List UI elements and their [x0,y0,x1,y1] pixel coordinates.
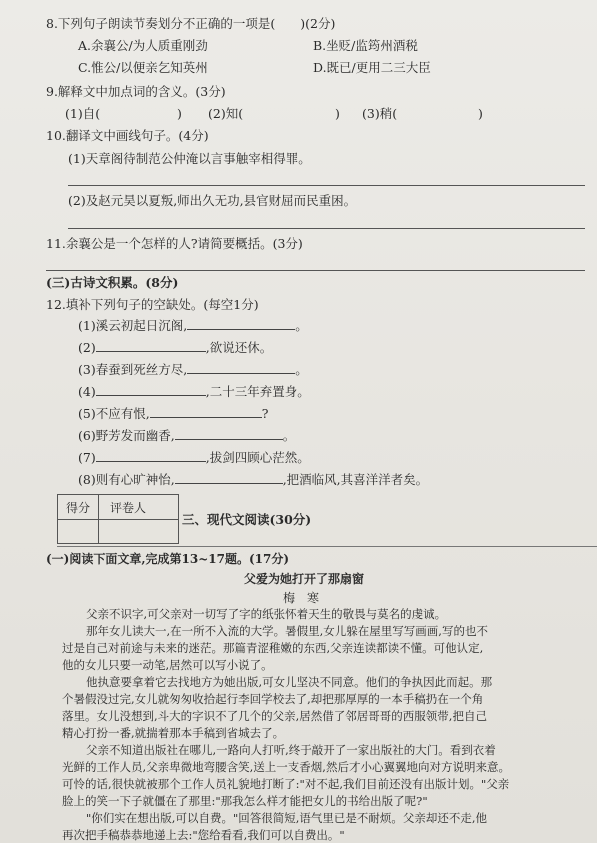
q12-line-2 [78,340,272,356]
paragraph-line: 过是自己对前途与未来的迷茫。那篇青涩稚嫩的东西,父亲连读都读不懂。可他认定, [62,641,484,655]
grader-label: 评卷人 [110,501,147,515]
paragraph-line: "你们实在想出版,可以自费。"回答很简短,语气里已是不耐烦。父亲却还不走,他 [86,811,488,825]
q9-item-3-open: (3)稍( [362,106,398,121]
reading-instruction: (一)阅读下面文章,完成第13~17题。(17分) [46,552,290,566]
q12-stem: 12.填补下列句子的空缺处。(每空1分) [46,297,259,312]
q9-item-2-close: ) [335,106,340,121]
q12-line-2-text: (2) [78,340,96,355]
paragraph-line: 父亲不识字,可父亲对一切写了字的纸张怀着天生的敬畏与莫名的虔诚。 [86,607,447,621]
q12-line-5 [78,406,268,422]
fill-blank[interactable] [175,472,283,484]
section-title: (三)古诗文积累。(8分) [46,275,179,290]
q12-line-3-text: (3)春蚕到死丝方尽, [78,362,188,377]
q12-line-8-end: ,把酒临风,其喜洋洋者矣。 [282,472,429,487]
score-box-divider [58,519,178,520]
q12-line-7-end: ,拔剑四顾心茫然。 [205,450,310,465]
q12-line-7 [78,450,310,466]
q9-stem: 9.解释文中加点词的含义。(3分) [46,84,226,99]
q8-option-b: B.坐贬/监筠州酒税 [313,38,418,53]
q12-line-1-end: 。 [295,318,308,333]
answer-line [68,185,585,186]
fill-blank[interactable] [150,406,262,418]
q12-line-8-text: (8)则有心旷神怡, [78,472,175,487]
score-label: 得分 [66,501,91,515]
q10-sentence-2: (2)及赵元昊以夏叛,师出久无功,县官财屈而民重困。 [68,193,357,208]
q12-line-7-text: (7) [78,450,96,465]
paragraph-line: 可怜的话,很快就被那个工作人员礼貌地打断了:"对不起,我们目前还没有出版计划。"父亲 [62,777,510,791]
q12-line-2-end: ,欲说还休。 [205,340,273,355]
article-author: 梅 寒 [283,591,320,605]
q8-option-c: C.惟公/以便亲乞知英州 [78,60,208,75]
paragraph-line: 光鲜的工作人员,父亲卑微地弯腰含笑,送上一支香烟,然后才小心翼翼地向对方说明来意。 [62,760,510,774]
q12-line-3 [78,362,308,378]
q12-line-4 [78,384,310,400]
fill-blank[interactable] [175,428,283,440]
q9-item-1-open: (1)自( [65,106,101,121]
article-title: 父爱为她打开了那扇窗 [244,572,365,586]
paragraph-line: 他执意要拿着它去找地方为她出版,可女儿坚决不同意。他们的争执因此而起。那 [86,675,493,689]
q9-item-1-close: ) [177,106,182,121]
q9-item-2-open: (2)知( [208,106,244,121]
q8-stem: 8.下列句子朗读节奏划分不正确的一项是( )(2分) [46,16,336,31]
paragraph-line: 再次把手稿恭恭地递上去:"您给看看,我们可以自费出。" [62,828,345,842]
paragraph-line: 落里。女儿没想到,斗大的字识不了几个的父亲,居然借了邻居哥哥的西服领带,把自己 [62,709,487,723]
score-box [57,494,179,544]
q12-line-5-text: (5)不应有恨, [78,406,150,421]
fill-blank[interactable] [96,450,206,462]
q8-option-a: A.余襄公/为人质重刚劲 [78,38,208,53]
answer-line [68,228,585,229]
fill-blank[interactable] [96,384,206,396]
q12-line-5-end: ? [261,406,269,421]
q12-line-8 [78,472,428,488]
paragraph-line: 他的女儿只要一动笔,居然可以写小说了。 [62,658,273,672]
q12-line-6 [78,428,295,444]
q12-line-1 [78,318,308,334]
q12-line-6-text: (6)野芳发而幽香, [78,428,175,443]
q10-stem: 10.翻译文中画线句子。(4分) [46,128,209,143]
divider [57,546,597,547]
q12-line-6-end: 。 [282,428,296,443]
fill-blank[interactable] [187,318,295,330]
answer-line [46,270,585,271]
fill-blank[interactable] [96,340,206,352]
paragraph-line: 个暑假没过完,女儿就匆匆收拾起行李回学校去了,却把那厚厚的一本手稿扔在一个角 [62,692,484,706]
q10-sentence-1: (1)天章阁待制范公仲淹以言事触宰相得罪。 [68,151,311,166]
q9-item-3-close: ) [478,106,483,121]
section-title: 三、现代文阅读(30分) [182,512,312,527]
paragraph-line: 那年女儿读大一,在一所不入流的大学。暑假里,女儿躲在屋里写写画画,写的也不 [86,624,488,638]
q12-line-4-end: ,二十三年弃置身。 [205,384,310,399]
q12-line-3-end: 。 [295,362,308,377]
q11-stem: 11.余襄公是一个怎样的人?请简要概括。(3分) [46,236,303,251]
q12-line-1-text: (1)溪云初起日沉阁, [78,318,188,333]
paragraph-line: 精心打扮一番,就揣着那本手稿到省城去了。 [62,726,285,740]
q12-line-4-text: (4) [78,384,96,399]
q8-option-d: D.既已/更用二三大臣 [313,60,431,75]
paragraph-line: 脸上的笑一下子就僵在了那里:"那我怎么样才能把女儿的书给出版了呢?" [62,794,428,808]
paragraph-line: 父亲不知道出版社在哪儿,一路向人打听,终于敲开了一家出版社的大门。看到衣着 [86,743,496,757]
fill-blank[interactable] [187,362,295,374]
